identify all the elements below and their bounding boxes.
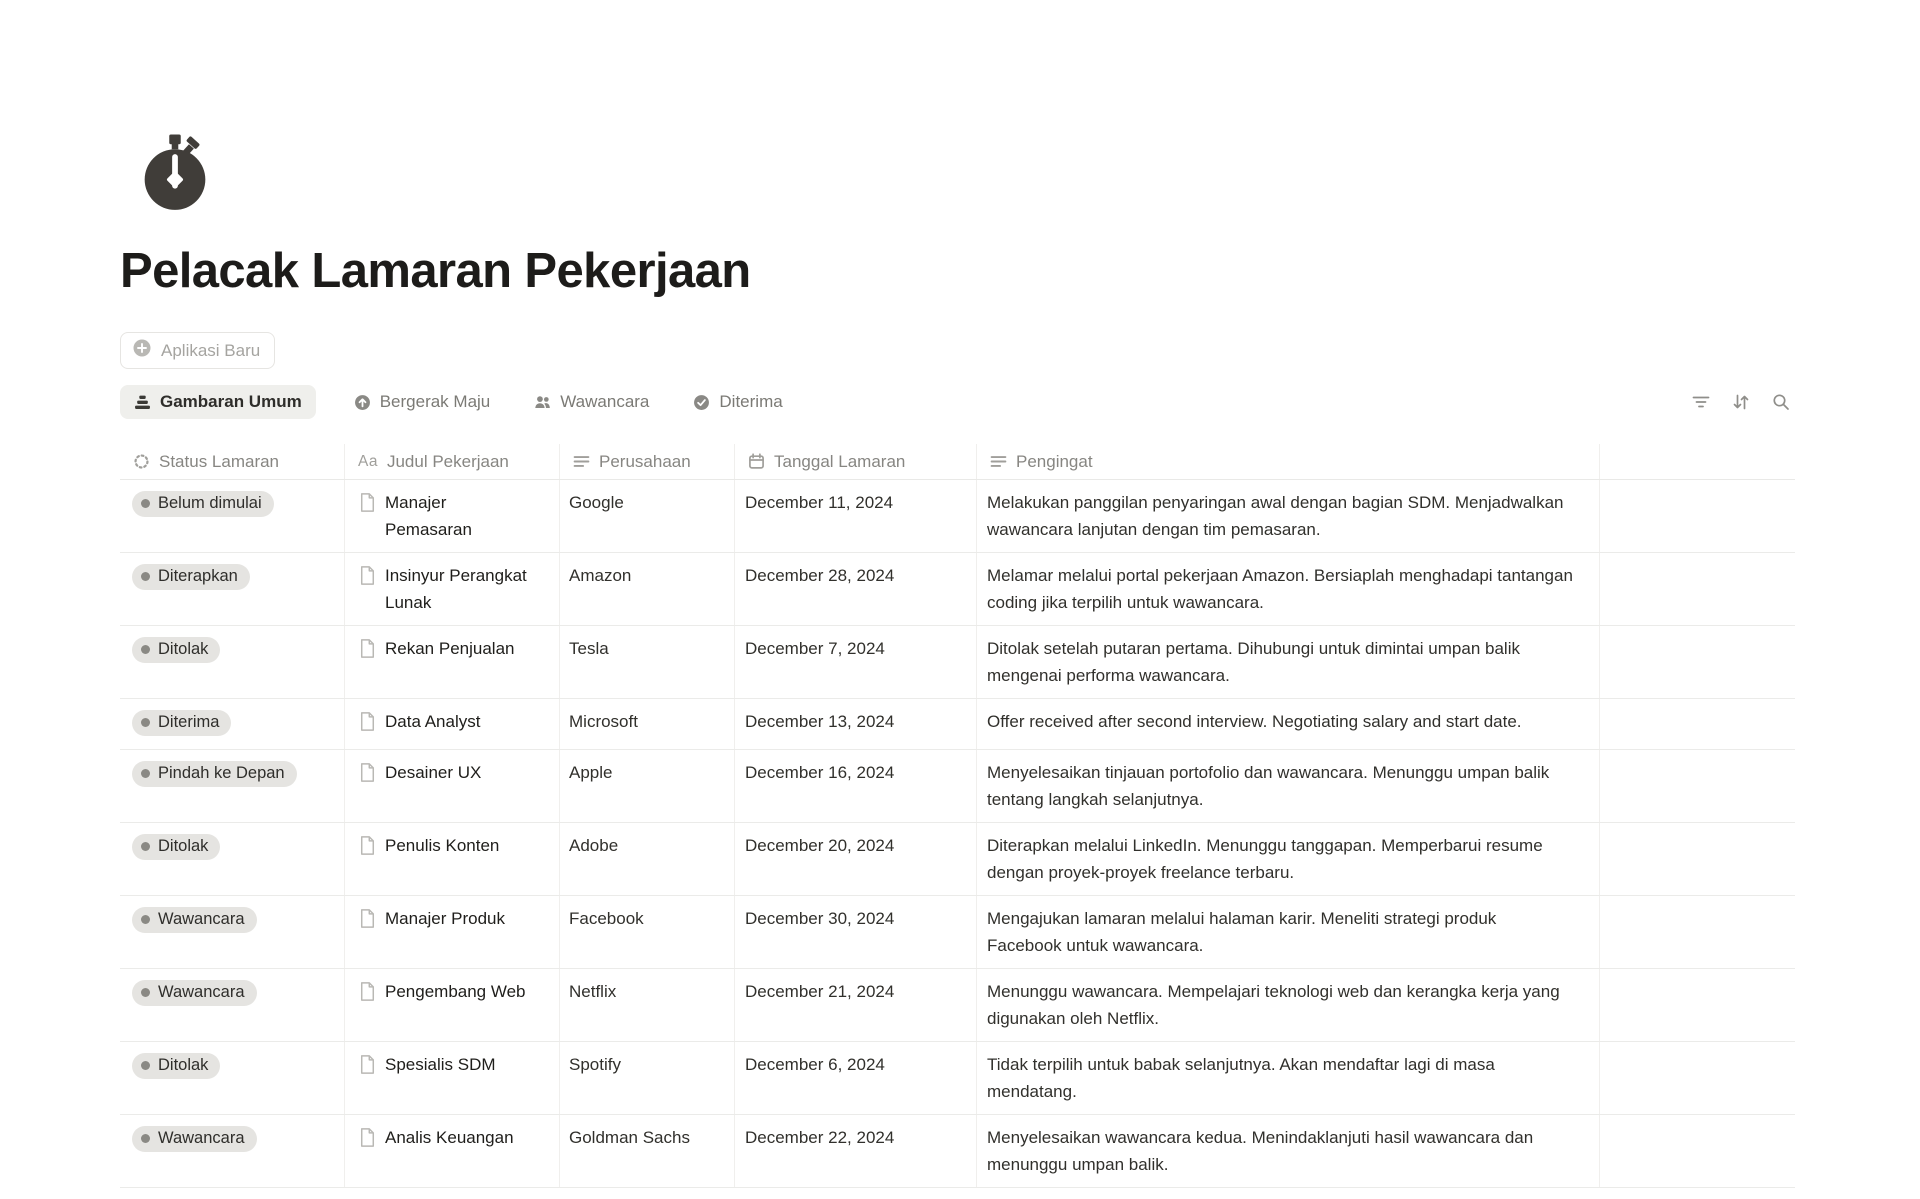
text-lines-icon: [573, 453, 590, 470]
job-title-cell[interactable]: [345, 969, 560, 1041]
status-badge: [132, 1053, 220, 1079]
reminder-cell[interactable]: Menyelesaikan tinjauan portofolio dan wawancara. Menunggu umpan balik tentang langkah selanjutnya.: [977, 750, 1600, 822]
company-cell[interactable]: Spotify: [560, 1042, 735, 1114]
job-title-cell[interactable]: [345, 750, 560, 822]
status-label: Ditolak: [158, 1056, 209, 1074]
job-title: Rekan Penjualan: [385, 639, 515, 658]
document-icon: [357, 908, 378, 937]
job-title: Penulis Konten: [385, 836, 500, 855]
status-label: Diterapkan: [158, 567, 238, 585]
empty-cell: [1600, 480, 1795, 552]
table-row[interactable]: [120, 480, 1795, 553]
status-badge: [132, 637, 220, 663]
company-cell[interactable]: Goldman Sachs: [560, 1115, 735, 1187]
status-dot-icon: [141, 1134, 150, 1143]
company-cell[interactable]: Facebook: [560, 896, 735, 968]
status-label: Wawancara: [158, 910, 245, 928]
document-icon: [357, 762, 378, 791]
status-cell[interactable]: [120, 1115, 345, 1187]
date-cell[interactable]: December 22, 2024: [735, 1115, 977, 1187]
tab-label: Wawancara: [560, 392, 650, 411]
column-label: Judul Pekerjaan: [386, 451, 509, 471]
job-title-cell[interactable]: [345, 626, 560, 698]
status-badge: [132, 761, 297, 787]
status-label: Ditolak: [158, 837, 209, 855]
company-cell[interactable]: Google: [560, 480, 735, 552]
column-label: Perusahaan: [599, 451, 691, 471]
reminder-cell[interactable]: Melakukan panggilan penyaringan awal dengan bagian SDM. Menjadwalkan wawancara lanjutan dengan tim pemasaran.: [977, 480, 1600, 552]
check-circle-icon: [693, 394, 710, 411]
table-row[interactable]: [120, 750, 1795, 823]
status-dot-icon: [141, 915, 150, 924]
new-application-button[interactable]: [120, 332, 275, 369]
status-cell[interactable]: [120, 896, 345, 968]
status-dot-icon: [141, 645, 150, 654]
search-icon[interactable]: [1771, 392, 1791, 412]
column-label: Status Lamaran: [159, 451, 280, 471]
status-badge: [132, 710, 231, 736]
column-header-perusahaan[interactable]: [560, 444, 735, 479]
reminder-cell[interactable]: Menyelesaikan wawancara kedua. Menindaklanjuti hasil wawancara dan menunggu umpan balik.: [977, 1115, 1600, 1187]
status-label: Wawancara: [158, 1129, 245, 1147]
status-dot-icon: [141, 769, 150, 778]
date-cell[interactable]: December 21, 2024: [735, 969, 977, 1041]
sort-icon[interactable]: [1731, 392, 1751, 412]
column-header-judul-pekerjaan[interactable]: [345, 444, 560, 479]
empty-cell: [1600, 1115, 1795, 1187]
company-cell[interactable]: Amazon: [560, 553, 735, 625]
status-cell[interactable]: [120, 969, 345, 1041]
tab-bergerak-maju[interactable]: [348, 385, 497, 419]
table-row[interactable]: [120, 896, 1795, 969]
column-label: Tanggal Lamaran: [774, 451, 906, 471]
status-badge: [132, 491, 274, 517]
date-cell[interactable]: December 6, 2024: [735, 1042, 977, 1114]
status-dot-icon: [141, 988, 150, 997]
tab-diterima[interactable]: [687, 385, 788, 419]
stopwatch-icon[interactable]: [134, 132, 216, 214]
status-label: Ditolak: [158, 640, 209, 658]
document-icon: [357, 492, 378, 521]
status-dot-icon: [141, 499, 150, 508]
reminder-cell[interactable]: Diterapkan melalui LinkedIn. Menunggu tanggapan. Memperbarui resume dengan proyek-proyek freelance terbaru.: [977, 823, 1600, 895]
tab-label: Gambaran Umum: [160, 392, 302, 411]
column-header-status-lamaran[interactable]: [120, 444, 345, 479]
company-cell[interactable]: Netflix: [560, 969, 735, 1041]
column-header-pengingat[interactable]: [977, 444, 1600, 479]
empty-cell: [1600, 699, 1795, 749]
company-cell[interactable]: Apple: [560, 750, 735, 822]
table-body: [120, 480, 1795, 1188]
table-row[interactable]: [120, 823, 1795, 896]
job-title-cell[interactable]: [345, 1042, 560, 1114]
status-cell[interactable]: [120, 553, 345, 625]
reminder-cell[interactable]: Ditolak setelah putaran pertama. Dihubungi untuk dimintai umpan balik mengenai performa wawancara.: [977, 626, 1600, 698]
job-title: Manajer Pemasaran: [385, 493, 472, 539]
text-lines-icon: [990, 453, 1007, 470]
job-title: Data Analyst: [385, 712, 481, 731]
job-title-cell[interactable]: [345, 1115, 560, 1187]
status-label: Diterima: [158, 713, 220, 731]
job-title: Insinyur Perangkat Lunak: [385, 566, 527, 612]
view-toolbar: [1691, 383, 1791, 421]
reminder-cell[interactable]: Offer received after second interview. Negotiating salary and start date.: [977, 699, 1600, 749]
reminder-cell[interactable]: Mengajukan lamaran melalui halaman karir. Meneliti strategi produk Facebook untuk wawancara.: [977, 896, 1600, 968]
reminder-cell[interactable]: Melamar melalui portal pekerjaan Amazon. Bersiaplah menghadapi tantangan coding jika terpilih untuk wawancara.: [977, 553, 1600, 625]
table-row[interactable]: [120, 553, 1795, 626]
date-cell[interactable]: December 28, 2024: [735, 553, 977, 625]
plus-circle-icon: [132, 338, 152, 363]
arrow-up-circle-icon: [354, 394, 371, 411]
table-row[interactable]: [120, 969, 1795, 1042]
empty-cell: [1600, 823, 1795, 895]
status-spinner-icon: [133, 453, 150, 470]
job-title: Manajer Produk: [385, 909, 506, 928]
table-row[interactable]: [120, 1115, 1795, 1188]
job-title-cell[interactable]: [345, 699, 560, 749]
job-title-cell[interactable]: [345, 553, 560, 625]
column-header-empty: [1600, 444, 1795, 479]
company-cell[interactable]: Microsoft: [560, 699, 735, 749]
column-header-tanggal-lamaran[interactable]: [735, 444, 977, 479]
job-title: Spesialis SDM: [385, 1055, 496, 1074]
job-title-cell[interactable]: [345, 480, 560, 552]
levels-icon: [134, 394, 151, 411]
table-row[interactable]: [120, 1042, 1795, 1115]
status-badge: [132, 1126, 257, 1152]
document-icon: [357, 638, 378, 667]
table-header: [120, 444, 1795, 480]
status-dot-icon: [141, 1061, 150, 1070]
date-cell[interactable]: December 16, 2024: [735, 750, 977, 822]
status-dot-icon: [141, 718, 150, 727]
document-icon: [357, 1054, 378, 1083]
document-icon: [357, 565, 378, 594]
job-title: Analis Keuangan: [385, 1128, 514, 1147]
job-title: Pengembang Web: [385, 982, 526, 1001]
status-dot-icon: [141, 842, 150, 851]
table-row[interactable]: [120, 626, 1795, 699]
document-icon: [357, 981, 378, 1010]
people-icon: [534, 394, 551, 411]
text-style-aa-icon: Aa: [358, 452, 378, 470]
date-cell[interactable]: December 7, 2024: [735, 626, 977, 698]
reminder-cell[interactable]: Tidak terpilih untuk babak selanjutnya. Akan mendaftar lagi di masa mendatang.: [977, 1042, 1600, 1114]
status-cell[interactable]: [120, 480, 345, 552]
status-badge: [132, 564, 250, 590]
empty-cell: [1600, 1042, 1795, 1114]
status-dot-icon: [141, 572, 150, 581]
status-cell[interactable]: [120, 626, 345, 698]
document-icon: [357, 835, 378, 864]
reminder-cell[interactable]: Menunggu wawancara. Mempelajari teknologi web dan kerangka kerja yang digunakan oleh Netflix.: [977, 969, 1600, 1041]
date-cell[interactable]: December 11, 2024: [735, 480, 977, 552]
calendar-icon: [748, 453, 765, 470]
status-cell[interactable]: [120, 750, 345, 822]
tab-label: Bergerak Maju: [379, 392, 491, 411]
page-content: [120, 132, 1795, 1188]
empty-cell: [1600, 553, 1795, 625]
column-label: Pengingat: [1016, 451, 1093, 471]
date-cell[interactable]: December 20, 2024: [735, 823, 977, 895]
empty-cell: [1600, 626, 1795, 698]
company-cell[interactable]: Tesla: [560, 626, 735, 698]
empty-cell: [1600, 750, 1795, 822]
status-label: Pindah ke Depan: [158, 764, 285, 782]
empty-cell: [1600, 969, 1795, 1041]
document-icon: [357, 711, 378, 740]
tab-gambaran-umum[interactable]: [120, 385, 316, 419]
document-icon: [357, 1127, 378, 1156]
status-cell[interactable]: [120, 1042, 345, 1114]
status-badge: [132, 834, 220, 860]
job-title: Desainer UX: [385, 763, 482, 782]
status-label: Belum dimulai: [158, 494, 262, 512]
company-cell[interactable]: Adobe: [560, 823, 735, 895]
view-tabs: [120, 383, 1795, 421]
status-cell[interactable]: [120, 823, 345, 895]
tab-wawancara[interactable]: [528, 385, 655, 419]
job-title-cell[interactable]: [345, 896, 560, 968]
status-badge: [132, 907, 257, 933]
date-cell[interactable]: December 30, 2024: [735, 896, 977, 968]
status-badge: [132, 980, 257, 1006]
status-cell[interactable]: [120, 699, 345, 749]
new-application-label: Aplikasi Baru: [161, 340, 261, 360]
empty-cell: [1600, 896, 1795, 968]
date-cell[interactable]: December 13, 2024: [735, 699, 977, 749]
tab-label: Diterima: [719, 392, 783, 411]
status-label: Wawancara: [158, 983, 245, 1001]
filter-icon[interactable]: [1691, 392, 1711, 412]
page-title[interactable]: Pelacak Lamaran Pekerjaan: [120, 244, 751, 298]
table-row[interactable]: [120, 699, 1795, 750]
job-title-cell[interactable]: [345, 823, 560, 895]
